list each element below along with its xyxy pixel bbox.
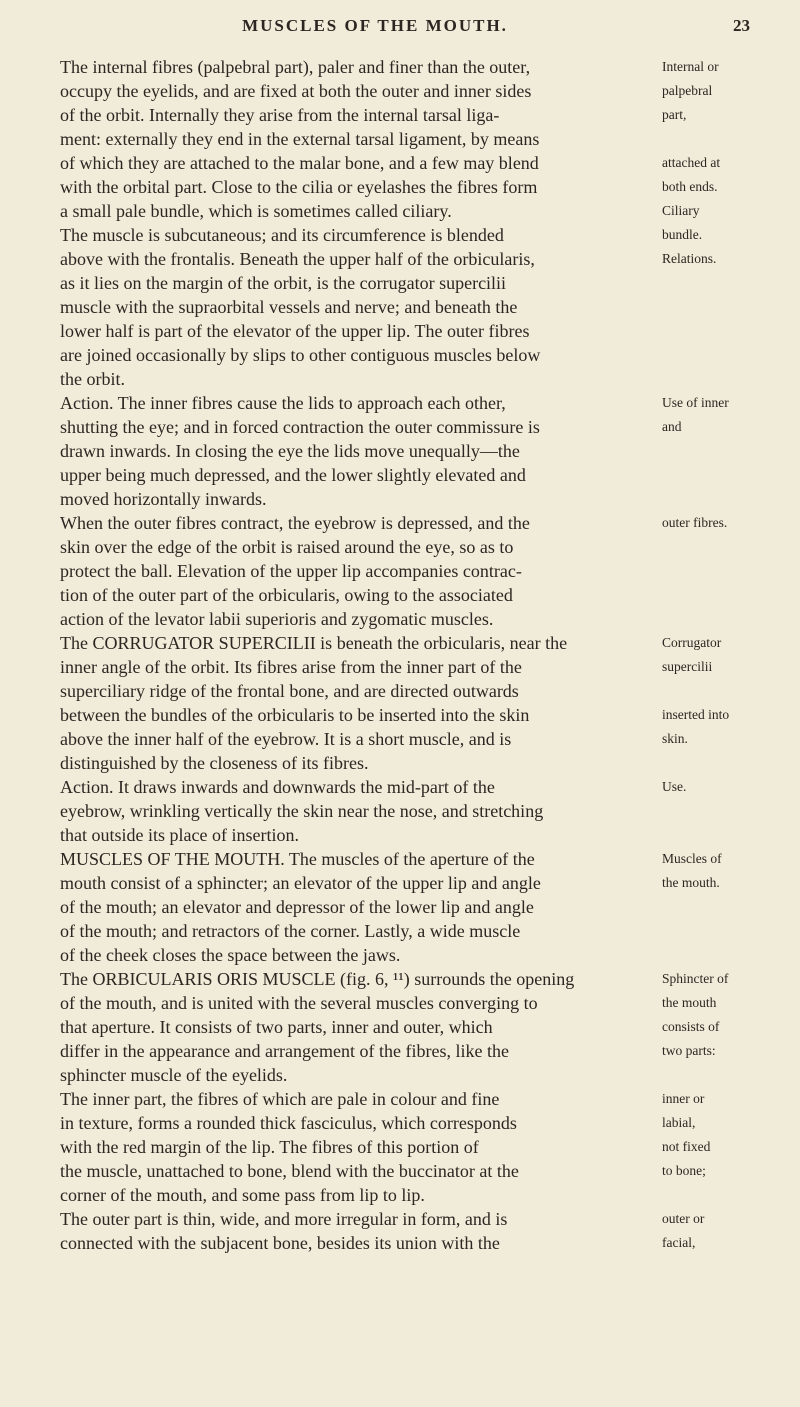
text-line: distinguished by the closeness of its fibres.: [60, 753, 369, 773]
text-line: of the mouth, and is united with the several muscles converging to: [60, 993, 538, 1013]
text-line: Action. It draws inwards and downwards the mid-part of the: [60, 777, 495, 797]
text-line: muscle with the supraorbital vessels and nerve; and beneath the: [60, 297, 518, 317]
margin-note-line: attached at: [662, 155, 721, 170]
margin-note-line: [662, 751, 792, 775]
margin-note-line: bundle.: [662, 227, 703, 242]
margin-note-line: supercilii: [662, 659, 713, 674]
text-line: that aperture. It consists of two parts, inner and outer, which: [60, 1017, 493, 1037]
margin-note-line: outer fibres.: [662, 515, 728, 530]
margin-note-line: [662, 343, 792, 367]
body-text: [60, 55, 660, 1255]
margin-note-line: Internal or: [662, 59, 719, 74]
text-line: the orbit.: [60, 369, 125, 389]
text-line: skin over the edge of the orbit is raised around the eye, so as to: [60, 537, 514, 557]
margin-note-line: the mouth.: [662, 875, 720, 890]
margin-note-line: two parts:: [662, 1043, 716, 1058]
text-line: of the mouth; an elevator and depressor of the lower lip and angle: [60, 897, 534, 917]
text-line: eyebrow, wrinkling vertically the skin near the nose, and stretching: [60, 801, 544, 821]
margin-note-line: Use of inner: [662, 395, 729, 410]
text-line: The CORRUGATOR SUPERCILII is beneath the orbicularis, near the: [60, 633, 568, 653]
text-line: MUSCLES OF THE MOUTH. The muscles of the aperture of the: [60, 849, 535, 869]
text-line: the muscle, unattached to bone, blend with the buccinator at the: [60, 1161, 519, 1181]
text-line: The muscle is subcutaneous; and its circumference is blended: [60, 225, 504, 245]
margin-note-line: [662, 799, 792, 823]
text-line: mouth consist of a sphincter; an elevator of the upper lip and angle: [60, 873, 541, 893]
text-line: The inner part, the fibres of which are pale in colour and fine: [60, 1089, 500, 1109]
text-line: lower half is part of the elevator of the upper lip. The outer fibres: [60, 321, 530, 341]
margin-note-line: Muscles of: [662, 851, 722, 866]
text-line: inner angle of the orbit. Its fibres arise from the inner part of the: [60, 657, 522, 677]
margin-note-line: [662, 463, 792, 487]
margin-note-line: labial,: [662, 1115, 696, 1130]
margin-note-line: inserted into: [662, 707, 730, 722]
margin-note-line: [662, 679, 792, 703]
text-line: protect the ball. Elevation of the upper lip accompanies contrac-: [60, 561, 522, 581]
margin-note-line: Ciliary: [662, 203, 700, 218]
margin-note-line: consists of: [662, 1019, 720, 1034]
margin-note-line: inner or: [662, 1091, 705, 1106]
margin-note-line: [662, 535, 792, 559]
margin-note-line: [662, 487, 792, 511]
margin-note-line: [662, 943, 792, 967]
text-line: The ORBICULARIS ORIS MUSCLE (fig. 6, ¹¹) surrounds the opening: [60, 969, 575, 989]
margin-note-line: [662, 271, 792, 295]
text-line: of the cheek closes the space between the jaws.: [60, 945, 401, 965]
margin-note-line: and: [662, 419, 682, 434]
margin-note-line: Sphincter of: [662, 971, 729, 986]
margin-note-line: Relations.: [662, 251, 717, 266]
margin-note-line: Use.: [662, 779, 687, 794]
text-line: The outer part is thin, wide, and more irregular in form, and is: [60, 1209, 508, 1229]
text-line: are joined occasionally by slips to other contiguous muscles below: [60, 345, 541, 365]
text-line: corner of the mouth, and some pass from lip to lip.: [60, 1185, 425, 1205]
text-line: differ in the appearance and arrangement of the fibres, like the: [60, 1041, 509, 1061]
margin-note-line: [662, 367, 792, 391]
running-head: MUSCLES OF THE MOUTH.: [242, 16, 508, 35]
margin-note-line: [662, 823, 792, 847]
text-line: superciliary ridge of the frontal bone, and are directed outwards: [60, 681, 519, 701]
margin-note-line: [662, 295, 792, 319]
margin-note-line: [662, 895, 792, 919]
text-line: that outside its place of insertion.: [60, 825, 299, 845]
text-line: of the orbit. Internally they arise from the internal tarsal liga-: [60, 105, 500, 125]
margin-note-line: [662, 919, 792, 943]
text-line: sphincter muscle of the eyelids.: [60, 1065, 288, 1085]
text-line: upper being much depressed, and the lower slightly elevated and: [60, 465, 526, 485]
margin-note-line: skin.: [662, 731, 688, 746]
text-line: action of the levator labii superioris and zygomatic muscles.: [60, 609, 494, 629]
text-line: moved horizontally inwards.: [60, 489, 267, 509]
margin-note-line: not fixed: [662, 1139, 711, 1154]
margin-note-line: part,: [662, 107, 687, 122]
text-line: connected with the subjacent bone, besides its union with the: [60, 1233, 500, 1253]
text-line: a small pale bundle, which is sometimes called ciliary.: [60, 201, 452, 221]
margin-note-line: Corrugator: [662, 635, 722, 650]
margin-note-line: outer or: [662, 1211, 705, 1226]
margin-note-line: [662, 559, 792, 583]
page-header: [60, 10, 750, 40]
text-line: with the orbital part. Close to the cilia or eyelashes the fibres form: [60, 177, 538, 197]
margin-note-line: [662, 127, 792, 151]
text-line: as it lies on the margin of the orbit, is the corrugator supercilii: [60, 273, 507, 293]
margin-note-line: facial,: [662, 1235, 696, 1250]
margin-note-line: [662, 583, 792, 607]
text-line: occupy the eyelids, and are fixed at both the outer and inner sides: [60, 81, 532, 101]
text-line: Action. The inner fibres cause the lids to approach each other,: [60, 393, 506, 413]
margin-note-line: [662, 607, 792, 631]
text-line: above the inner half of the eyebrow. It is a short muscle, and is: [60, 729, 512, 749]
page-number: 23: [733, 16, 750, 35]
margin-note-line: [662, 1183, 792, 1207]
text-line: The internal fibres (palpebral part), paler and finer than the outer,: [60, 57, 531, 77]
text-line: When the outer fibres contract, the eyebrow is depressed, and the: [60, 513, 530, 533]
text-line: between the bundles of the orbicularis to be inserted into the skin: [60, 705, 530, 725]
margin-note-line: [662, 439, 792, 463]
margin-note-line: both ends.: [662, 179, 718, 194]
text-line: shutting the eye; and in forced contraction the outer commissure is: [60, 417, 540, 437]
text-line: of which they are attached to the malar bone, and a few may blend: [60, 153, 539, 173]
margin-note-line: [662, 1063, 792, 1087]
text-line: with the red margin of the lip. The fibres of this portion of: [60, 1137, 479, 1157]
margin-notes: [662, 55, 792, 1255]
margin-note-line: to bone;: [662, 1163, 706, 1178]
text-line: of the mouth; and retractors of the corner. Lastly, a wide muscle: [60, 921, 521, 941]
margin-note-line: palpebral: [662, 83, 713, 98]
margin-note-line: the mouth: [662, 995, 717, 1010]
text-line: above with the frontalis. Beneath the upper half of the orbicularis,: [60, 249, 535, 269]
margin-note-line: [662, 319, 792, 343]
text-line: ment: externally they end in the external tarsal ligament, by means: [60, 129, 540, 149]
text-line: tion of the outer part of the orbicularis, owing to the associated: [60, 585, 513, 605]
text-line: drawn inwards. In closing the eye the lids move unequally—the: [60, 441, 520, 461]
text-line: in texture, forms a rounded thick fasciculus, which corresponds: [60, 1113, 517, 1133]
